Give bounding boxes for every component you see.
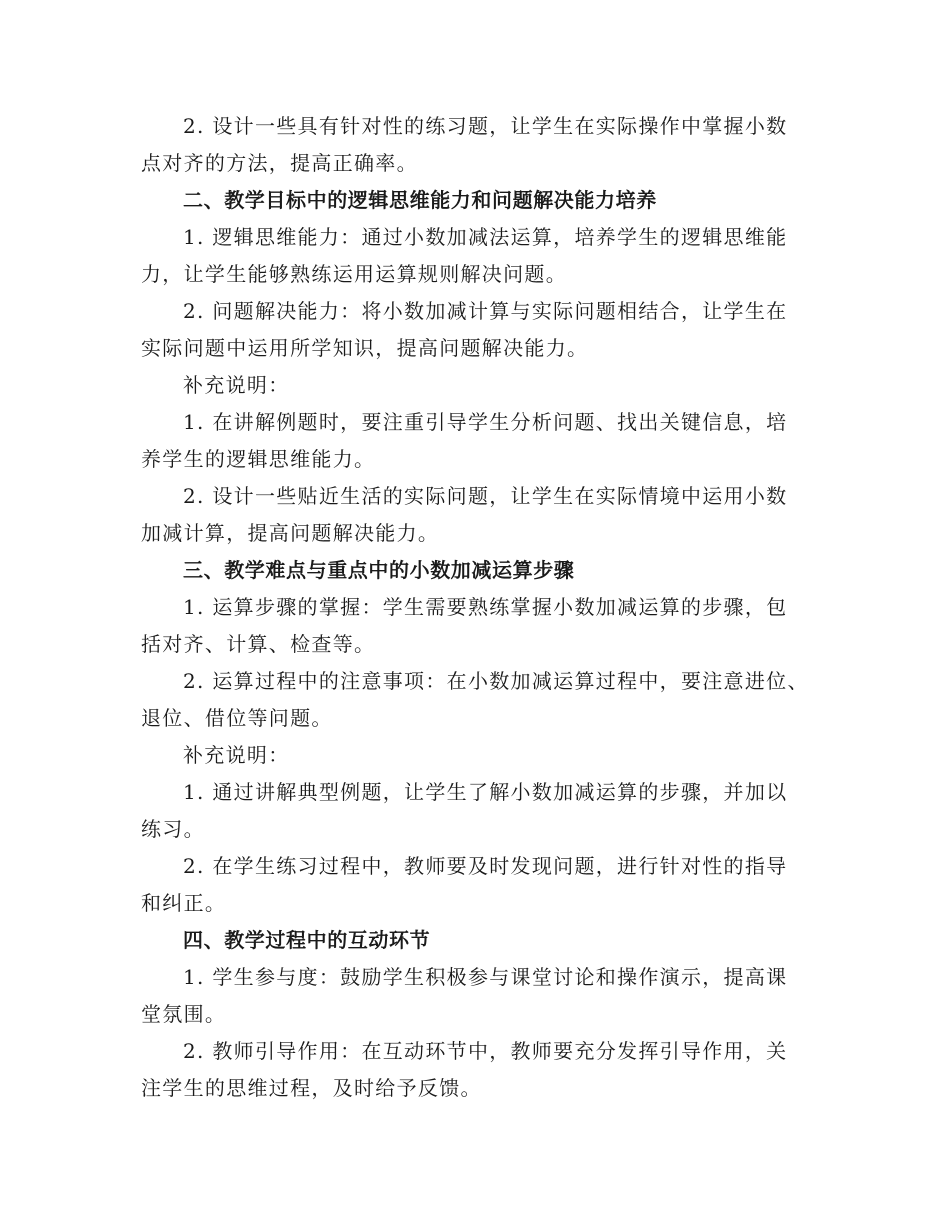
heading-text: 四、教学过程中的互动环节	[183, 928, 431, 952]
text-line: 2. 教师引导作用：在互动环节中，教师要充分发挥引导作用，关	[183, 1039, 788, 1063]
text-line: 1. 通过讲解典型例题，让学生了解小数加减运算的步骤，并加以	[183, 780, 788, 804]
paragraph-supplementary-label	[141, 367, 811, 404]
heading-text: 二、教学目标中的逻辑思维能力和问题解决能力培养	[183, 188, 657, 212]
text-line: 2. 设计一些贴近生活的实际问题，让学生在实际情境中运用小数	[183, 484, 788, 508]
text-line: 补充说明：	[183, 743, 290, 767]
text-line: 实际问题中运用所学知识，提高问题解决能力。	[141, 336, 589, 360]
text-line: 养学生的逻辑思维能力。	[141, 447, 376, 471]
section-heading-4	[141, 922, 811, 959]
text-line: 2. 运算过程中的注意事项：在小数加减运算过程中，要注意进位、	[183, 669, 809, 693]
paragraph-supplementary-label	[141, 737, 811, 774]
text-line: 退位、借位等问题。	[141, 706, 333, 730]
text-line: 括对齐、计算、检查等。	[141, 632, 376, 656]
paragraph-operation-steps	[141, 589, 811, 663]
paragraph-explain-examples	[141, 404, 811, 478]
text-line: 注学生的思维过程，及时给予反馈。	[141, 1076, 482, 1100]
paragraph-typical-examples	[141, 774, 811, 848]
text-line: 和纠正。	[141, 891, 227, 915]
text-line: 1. 运算步骤的掌握：学生需要熟练掌握小数加减运算的步骤，包	[183, 595, 788, 619]
paragraph-student-participation	[141, 959, 811, 1033]
text-line: 加减计算，提高问题解决能力。	[141, 521, 440, 545]
text-line: 力，让学生能够熟练运用运算规则解决问题。	[141, 262, 567, 286]
text-line: 1. 学生参与度：鼓励学生积极参与课堂讨论和操作演示，提高课	[183, 965, 788, 989]
section-heading-3	[141, 552, 811, 589]
text-line: 2. 问题解决能力：将小数加减计算与实际问题相结合，让学生在	[183, 299, 788, 323]
paragraph-practice-exercises	[141, 108, 811, 182]
text-line: 补充说明：	[183, 373, 290, 397]
paragraph-operation-notes	[141, 663, 811, 737]
paragraph-logic-thinking	[141, 219, 811, 293]
paragraph-problem-solving	[141, 293, 811, 367]
text-line: 1. 在讲解例题时，要注重引导学生分析问题、找出关键信息，培	[183, 410, 788, 434]
paragraph-teacher-guidance	[141, 848, 811, 922]
text-line: 2. 设计一些具有针对性的练习题，让学生在实际操作中掌握小数	[183, 114, 788, 138]
text-line: 2. 在学生练习过程中，教师要及时发现问题，进行针对性的指导	[183, 854, 788, 878]
document-body	[141, 108, 811, 1107]
text-line: 练习。	[141, 817, 205, 841]
paragraph-real-life-problems	[141, 478, 811, 552]
text-line: 1. 逻辑思维能力：通过小数加减法运算，培养学生的逻辑思维能	[183, 225, 788, 249]
heading-text: 三、教学难点与重点中的小数加减运算步骤	[183, 558, 575, 582]
text-line: 堂氛围。	[141, 1002, 227, 1026]
text-line: 点对齐的方法，提高正确率。	[141, 151, 418, 175]
section-heading-2	[141, 182, 811, 219]
paragraph-teacher-role	[141, 1033, 811, 1107]
